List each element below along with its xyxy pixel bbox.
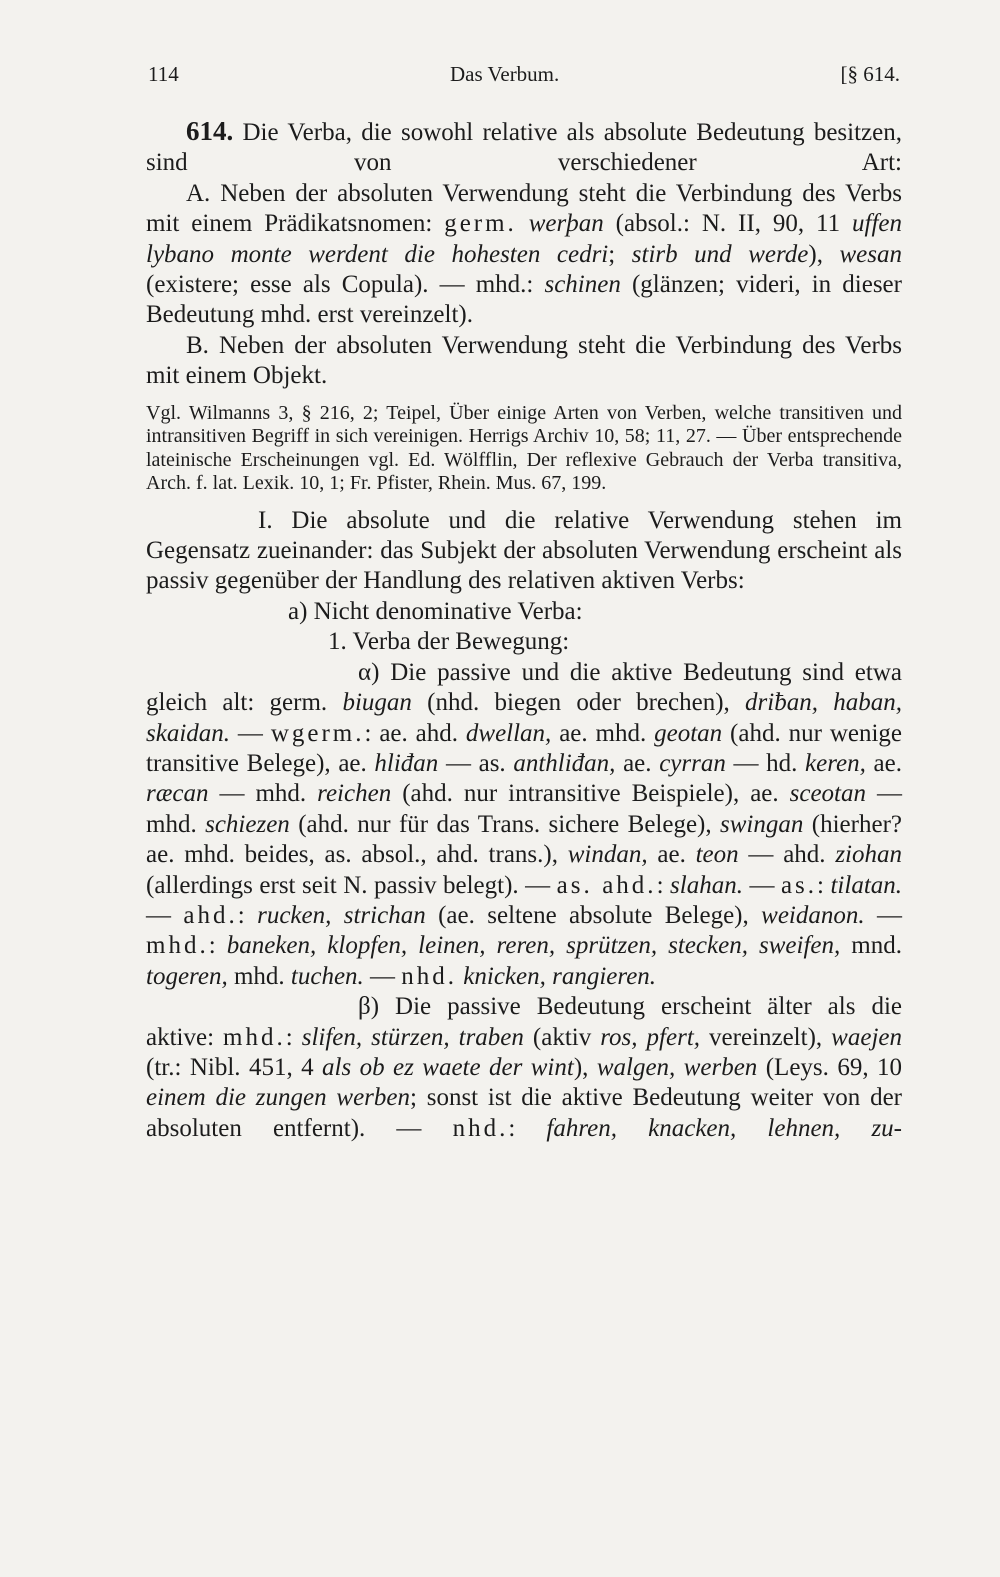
paragraph-beta: β) Die passive Bedeutung erscheint älter als die aktive: mhd.: slifen, stürzen, traben (aktiv ros, pfert, vereinzelt), waejen (tr.: Nibl. 451, 4 als ob ez waete der wint), walgen, werben (Leys. 69, 10 einem die zungen werben; sonst ist die aktive Bedeutung weiter von der absoluten entfernt). — nhd.: fahren, knacken, lehnen, zu-	[146, 993, 903, 1142]
footnote: Vgl. Wilmanns 3, § 216, 2; Teipel, Über einige Arten von Verben, welche transitiven und intransitiven Begriff in sich vereinigen. Herrigs Archiv 10, 58; 11, 27. — Über entsprechende lateinische Erscheinungen vgl. Ed. Wölfflin, Der reflexive Gebrauch der Verba transitiva, Arch. f. lat. Lexik. 10, 1; Fr. Pfister, Rhein. Mus. 67, 199.	[146, 401, 902, 495]
paragraph-a: A. Neben der absoluten Verwendung steht die Verbindung des Verbs mit einem Prädikatsnomen: germ. werþan (absol.: N. II, 90, 11 uffen lybano monte werdent die hohesten cedri; stirb und werde), wesan (existere; esse als Copula). — mhd.: schinen (glänzen; videri, in dieser Bedeutung mhd. erst vereinzelt).	[146, 179, 903, 329]
paragraph-b: B. Neben der absoluten Verwendung steht die Verbindung des Verbs mit einem Objekt.	[146, 331, 902, 390]
section-number: 614.	[186, 116, 234, 146]
heading-1: 1. Verba der Bewegung:	[328, 628, 570, 656]
paragraph-alpha: α) Die passive und die aktive Bedeutung sind etwa gleich alt: germ. biugan (nhd. biegen oder brechen), driƀan, haban, skaidan. — wgerm.: ae. ahd. dwellan, ae. mhd. geotan (ahd. nur wenige transitive Belege), ae. hliđan — as. anthliđan, ae. cyrran — hd. keren, ae. ræcan — mhd. reichen (ahd. nur intransitive Beispiele), ae. sceotan — mhd. schiezen (ahd. nur für das Trans. sichere Belege), swingan (hierher? ae. mhd. beides, as. absol., ahd. trans.), windan, ae. teon — ahd. ziohan (allerdings erst seit N. passiv belegt). — as. ahd.: slahan. — as.: tilatan. — ahd.: rucken, strichan (ae. seltene absolute Belege), weidanon. — mhd.: baneken, klopfen, leinen, reren, sprützen, stecken, sweifen, mnd. togeren, mhd. tuchen. — nhd. knicken, rangieren.	[146, 658, 903, 990]
page-number: 114	[148, 62, 179, 86]
main-text	[146, 116, 902, 1144]
running-section: [§ 614.	[840, 62, 900, 86]
running-title: Das Verbum.	[450, 62, 560, 86]
heading-a: a) Nicht denominative Verba:	[288, 597, 583, 625]
paragraph-I: I. Die absolute und die relative Verwendung stehen im Gegensatz zueinander: das Subjekt der absoluten Verwendung erscheint als passiv gegenüber der Handlung des relativen aktiven Verbs:	[146, 506, 902, 595]
paragraph-intro: 614. Die Verba, die sowohl relative als absolute Bedeutung besitzen, sind von verschiedener Art:	[146, 116, 902, 177]
